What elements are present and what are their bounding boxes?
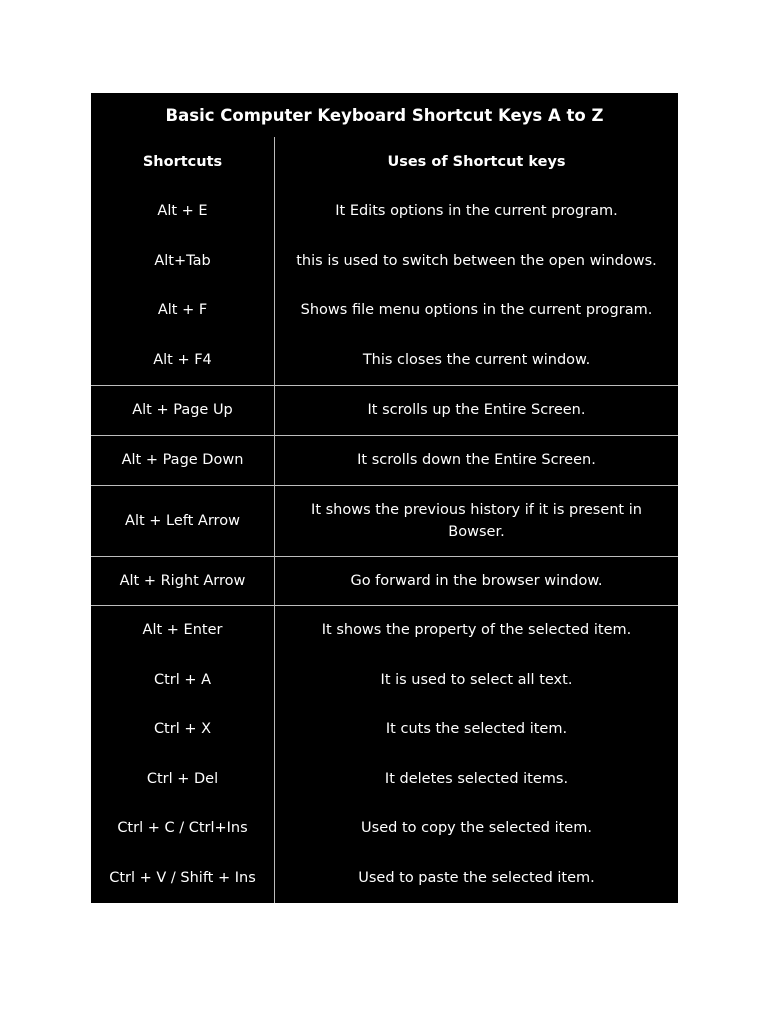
use-cell: Go forward in the browser window. bbox=[350, 572, 603, 589]
shortcut-cell: Alt + F bbox=[157, 302, 208, 318]
use-cell: It Edits options in the current program. bbox=[335, 203, 618, 219]
header-shortcuts: Shortcuts bbox=[142, 153, 223, 170]
header-uses: Uses of Shortcut keys bbox=[387, 153, 566, 170]
shortcut-cell: Alt + Enter bbox=[142, 622, 223, 638]
shortcut-cell: Alt + F4 bbox=[153, 352, 212, 368]
use-cell: This closes the current window. bbox=[362, 352, 591, 368]
use-cell: It scrolls up the Entire Screen. bbox=[367, 402, 586, 418]
shortcut-cell: Alt + Right Arrow bbox=[119, 572, 246, 589]
table-row bbox=[91, 605, 678, 655]
use-cell: It scrolls down the Entire Screen. bbox=[357, 452, 596, 468]
table-row bbox=[91, 236, 678, 285]
shortcut-cell: Ctrl + C / Ctrl+Ins bbox=[117, 820, 248, 836]
shortcut-table bbox=[91, 93, 678, 903]
use-cell: Used to paste the selected item. bbox=[358, 870, 595, 886]
table-row bbox=[91, 485, 678, 556]
use-cell: It deletes selected items. bbox=[384, 770, 569, 787]
shortcut-cell: Ctrl + A bbox=[153, 671, 212, 688]
use-cell: Used to copy the selected item. bbox=[361, 820, 592, 836]
table-row bbox=[91, 335, 678, 385]
table-row bbox=[91, 803, 678, 853]
table-row bbox=[91, 704, 678, 754]
use-cell: this is used to switch between the open windows. bbox=[296, 252, 657, 269]
table-row bbox=[91, 655, 678, 704]
table-row bbox=[91, 186, 678, 236]
use-cell: It shows the previous history if it is present in Bowser. bbox=[311, 501, 642, 540]
header-row bbox=[91, 137, 678, 186]
table-row bbox=[91, 285, 678, 335]
table-row bbox=[91, 556, 678, 605]
shortcut-cell: Alt + Page Up bbox=[132, 402, 233, 418]
shortcut-cell: Ctrl + X bbox=[153, 721, 212, 737]
table-row bbox=[91, 385, 678, 435]
table-title: Basic Computer Keyboard Shortcut Keys A to Z bbox=[165, 105, 604, 125]
shortcut-cell: Alt + Page Down bbox=[121, 452, 244, 468]
shortcut-cell: Ctrl + V / Shift + Ins bbox=[109, 870, 256, 886]
shortcut-cell: Ctrl + Del bbox=[146, 770, 219, 787]
table-row bbox=[91, 435, 678, 485]
shortcut-cell: Alt+Tab bbox=[154, 252, 211, 269]
table-row bbox=[91, 754, 678, 803]
shortcut-cell: Alt + Left Arrow bbox=[125, 512, 240, 529]
use-cell: It is used to select all text. bbox=[380, 671, 573, 688]
use-cell: It shows the property of the selected item. bbox=[321, 622, 632, 638]
shortcut-cell: Alt + E bbox=[157, 203, 208, 219]
use-cell: Shows file menu options in the current program. bbox=[300, 302, 653, 318]
table-row bbox=[91, 853, 678, 903]
use-cell: It cuts the selected item. bbox=[385, 721, 568, 737]
